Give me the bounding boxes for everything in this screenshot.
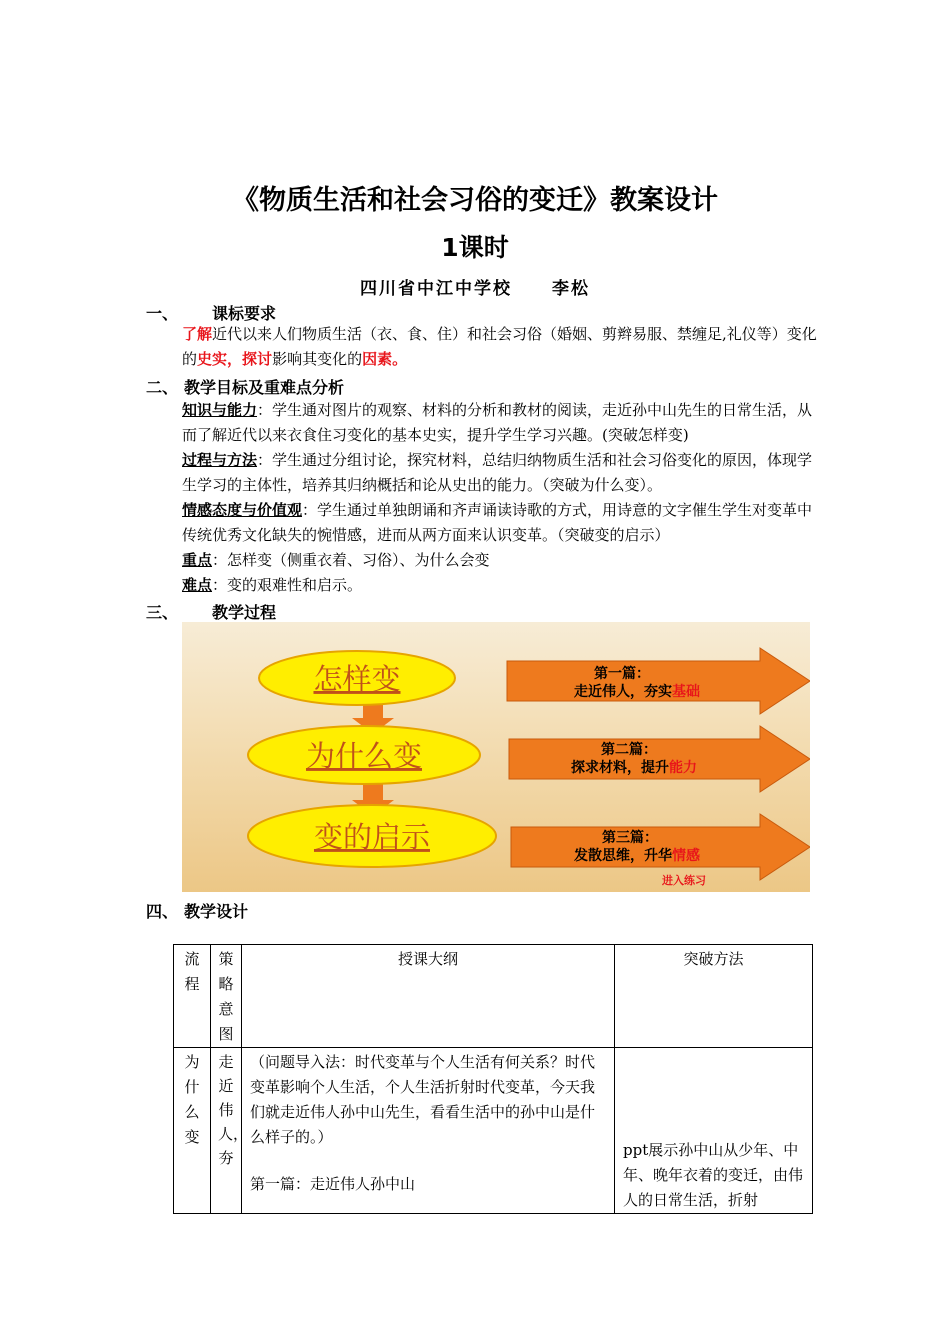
- curriculum-requirements: 了解近代以来人们物质生活（衣、食、住）和社会习俗（婚姻、剪辫易服、禁缠足,礼仪等）变化的史实，探讨影响其变化的因素。: [182, 325, 817, 368]
- keyword-explore: 探讨: [242, 350, 273, 368]
- cell-outline: [242, 1048, 615, 1214]
- author-name: 李松: [552, 279, 590, 299]
- header-outline: 授课大纲: [242, 945, 615, 1048]
- section-heading-3: 三、 教学过程: [146, 603, 277, 622]
- objective-process: 过程与方法：学生通过分组讨论，探究材料，总结归纳物质生活和社会习俗变化的原因，体现学生学习的主体性，培养其归纳概括和论从史出的能力。（突破为什么变）。: [182, 451, 813, 494]
- keyword-facts: 史实: [197, 350, 228, 368]
- document-title: 《物质生活和社会习俗的变迁》教案设计: [232, 185, 718, 216]
- oval-label: 为什么变: [305, 739, 423, 773]
- header-process: 流程: [174, 945, 211, 1048]
- oval-how-change: [259, 651, 455, 705]
- objective-knowledge: 知识与能力：学生通对图片的观察、材料的分析和教材的阅读，走近孙中山先生的日常生活，从而了解近代以来衣食住习变化的基本史实，提升学生学习兴趣。(突破怎样变): [182, 401, 813, 444]
- arrow-part-two: [509, 726, 810, 792]
- author-line: [0, 274, 950, 299]
- oval-enlightenment: [248, 805, 496, 867]
- svg-text:第二篇：: 第二篇：: [601, 742, 657, 758]
- svg-text:第一篇：: 第一篇：: [594, 666, 650, 682]
- arrow-part-one: [507, 648, 810, 714]
- svg-text:走近伟人，夯实基础: 走近伟人，夯实基础: [574, 684, 700, 700]
- oval-why-change: [248, 726, 480, 784]
- section-heading-2: 二、 教学目标及重难点分析: [146, 378, 345, 397]
- cell-process: 为什么变: [174, 1048, 211, 1214]
- keyword-understand: 了解: [182, 325, 213, 343]
- cell-method: ppt展示孙中山从少年、中年、晚年衣着的变迁，由伟人的日常生活，折射: [615, 1048, 813, 1214]
- document-subtitle: 1课时: [441, 233, 509, 262]
- outline-part-one: 第一篇：走近伟人孙中山: [250, 1175, 416, 1193]
- table-header-row: [174, 945, 813, 1048]
- arrow-part-three: [511, 814, 810, 880]
- keyword-factors: 因素。: [362, 350, 408, 368]
- teaching-objectives: [182, 398, 822, 598]
- section-heading-1: 一、 课标要求: [146, 304, 277, 323]
- practice-link[interactable]: 进入练习: [662, 874, 706, 887]
- oval-label: 变的启示: [313, 820, 431, 854]
- outline-intro: （问题导入法：时代变革与个人生活有何关系？时代变革影响个人生活，个人生活折射时代变革，今天我们就走近伟人孙中山先生，看看生活中的孙中山是什么样子的。）: [250, 1053, 596, 1146]
- teaching-process-diagram: [182, 622, 810, 892]
- cell-strategy: 走近伟人，夯: [211, 1048, 242, 1214]
- difficulty-point: 难点：变的艰难性和启示。: [182, 576, 363, 594]
- svg-text:第三篇：: 第三篇：: [602, 830, 658, 846]
- section-heading-4: 四、 教学设计: [146, 902, 249, 921]
- key-point: 重点：怎样变（侧重衣着、习俗）、为什么会变: [182, 551, 490, 569]
- header-strategy: 策略意图: [211, 945, 242, 1048]
- svg-text:探求材料，提升能力: 探求材料，提升能力: [571, 760, 697, 776]
- oval-label: 怎样变: [313, 662, 401, 696]
- author-school: 四川省中江中学校: [360, 279, 512, 299]
- lesson-plan-table: [173, 944, 813, 1214]
- header-method: 突破方法: [615, 945, 813, 1048]
- svg-text:发散思维，升华情感: 发散思维，升华情感: [574, 848, 700, 864]
- objective-attitude: 情感态度与价值观：学生通过单独朗诵和齐声诵读诗歌的方式，用诗意的文字催生学生对变革中传统优秀文化缺失的惋惜感，进而从两方面来认识变革。（突破变的启示）: [182, 501, 813, 544]
- table-row: [174, 1048, 813, 1214]
